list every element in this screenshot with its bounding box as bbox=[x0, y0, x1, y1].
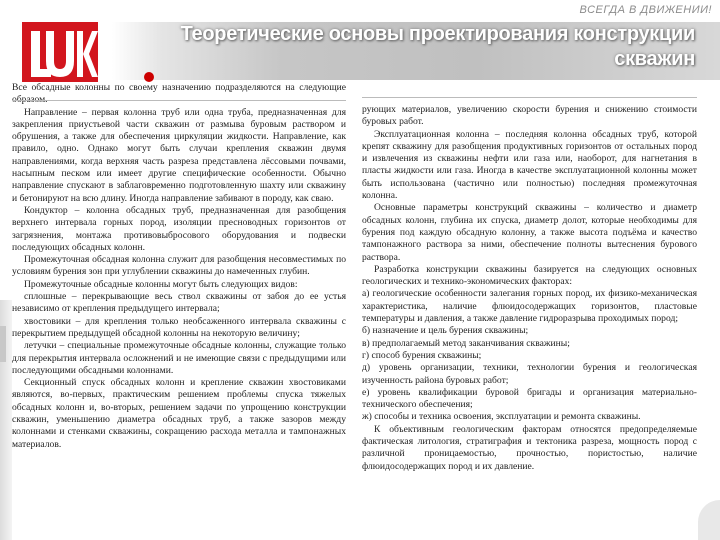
bullet-dot bbox=[144, 72, 154, 82]
lukoil-logo bbox=[10, 16, 110, 92]
paragraph: Кондуктор – колонна обсадных труб, предназначенная для разобщения верхнего интервала горных пород, изоляции пресноводных горизонтов от загрязнения, монтажа противовыбросового оборудования и подвески последующих обсадных колонн. bbox=[12, 204, 346, 253]
paragraph: Разработка конструкции скважины базируется на следующих основных геологических и технико-экономических факторах: bbox=[362, 263, 697, 288]
paragraph: Эксплуатационная колонна – последняя колонна обсадных труб, которой крепят скважину для разобщения продуктивных горизонтов от остальных пород и извлечения из скважины нефти или газа или, наоборот, для нагнетания в пласты жидкости или газа. Иногда в качестве эксплуатационной колонны может быть использована (частично или полностью) последняя промежуточная колонна. bbox=[362, 128, 697, 202]
page-title bbox=[150, 22, 695, 72]
paragraph: Основные параметры конструкций скважины – количество и диаметр обсадных колонн, глубина их спуска, диаметр долот, которые необходимы для бурения под каждую обсадную колонну, а также высота подъёма и качество тампонажного раствора за ними, обеспечение полноты вытеснения бурового раствора. bbox=[362, 202, 697, 263]
slogan: ВСЕГДА В ДВИЖЕНИИ! bbox=[579, 4, 712, 16]
paragraph: К объективным геологическим факторам относятся предопределяемые фактическая литология, стратиграфия и тектоника разреза, мощность пород с различной проницаемостью, прочностью, пористостью, наличие флюидосодержащих пород и их давление. bbox=[362, 423, 697, 472]
list-item: е) уровень квалификации буровой бригады и организация материально-технического обеспечения; bbox=[362, 386, 697, 411]
document-page-left bbox=[12, 82, 346, 540]
paragraph: хвостовики – для крепления только необсаженного интервала скважины с перекрытием предыдущей обсадной колонны на некоторую величину; bbox=[12, 315, 346, 339]
list-item: б) назначение и цель бурения скважины; bbox=[362, 325, 529, 337]
paragraph: летучки – специальные промежуточные обсадные колонны, служащие только для перекрытия интервала осложнений и не имеющие связи с предыдущими или последующими обсадными колоннами. bbox=[12, 340, 346, 376]
list-item: а) геологические особенности залегания горных пород, их физико-механическая характеристика, наличие флюидосодержащих горизонтов, пластовые температуры и давления, а также давление гидроразрыва проходимых пород; bbox=[362, 288, 697, 325]
paragraph: Промежуточная обсадная колонна служит для разобщения несовместимых по условиям бурения зон при углублении скважины до намеченных глубин. bbox=[12, 254, 346, 278]
paragraph: Все обсадные колонны по своему назначению подразделяются на следующие образом. bbox=[12, 82, 346, 106]
lukoil-logo-icon bbox=[10, 16, 110, 92]
paragraph: Направление – первая колонна труб или одна труба, предназначенная для закрепления приустьевой части скважин от размыва буровым раствором и обрушения, а также для обеспечения циркуляции жидкости. Направление, как правило, одно. Однако могут быть случаи крепления скважин двумя направлениями, когда верхняя часть разреза представлена лёссовыми почвами, насыпным песком или имеет другие специфические особенности. Обычно направление спускают в заблаговременно подготовленную шахту или скважину и бетонируют на всю длину. Иногда направление забивают в породу, как сваю. bbox=[12, 106, 346, 204]
paragraph: сплошные – перекрывающие весь ствол скважины от забоя до ее устья независимо от крепления предыдущего интервала; bbox=[12, 291, 346, 315]
title-line-2: скважин bbox=[614, 48, 695, 70]
paragraph: Секционный спуск обсадных колонн и крепление скважин хвостовиками являются, во-первых, практическим решением проблемы спуска тяжелых обсадных колонн и, во-вторых, решением задачи по упрощению конструкции скважин, уменьшению диаметра обсадных труб, а также зазоров между колоннами и стенками скважины, сокращению расхода металла и тампонажных материалов. bbox=[12, 377, 346, 450]
list-item: г) способ бурения скважины; bbox=[362, 349, 482, 361]
paragraph: рующих материалов, увеличению скорости бурения и снижению стоимости буровых работ. bbox=[362, 104, 697, 128]
divider-right bbox=[362, 97, 697, 98]
right-accent bbox=[698, 500, 720, 540]
divider-left bbox=[12, 100, 346, 101]
title-line-1: Теоретические основы проектирования конструкции bbox=[180, 23, 695, 45]
list-item: д) уровень организации, техники, технологии бурения и геологическая изученность района буровых работ; bbox=[362, 362, 697, 386]
list-item: в) предполагаемый метод заканчивания скважины; bbox=[362, 337, 570, 349]
document-page-right bbox=[362, 104, 697, 540]
paragraph: Промежуточные обсадные колонны могут быть следующих видов: bbox=[24, 278, 298, 290]
list-item: ж) способы и техника освоения, эксплуатации и ремонта скважины. bbox=[362, 411, 641, 423]
left-accent-bar bbox=[0, 326, 6, 362]
